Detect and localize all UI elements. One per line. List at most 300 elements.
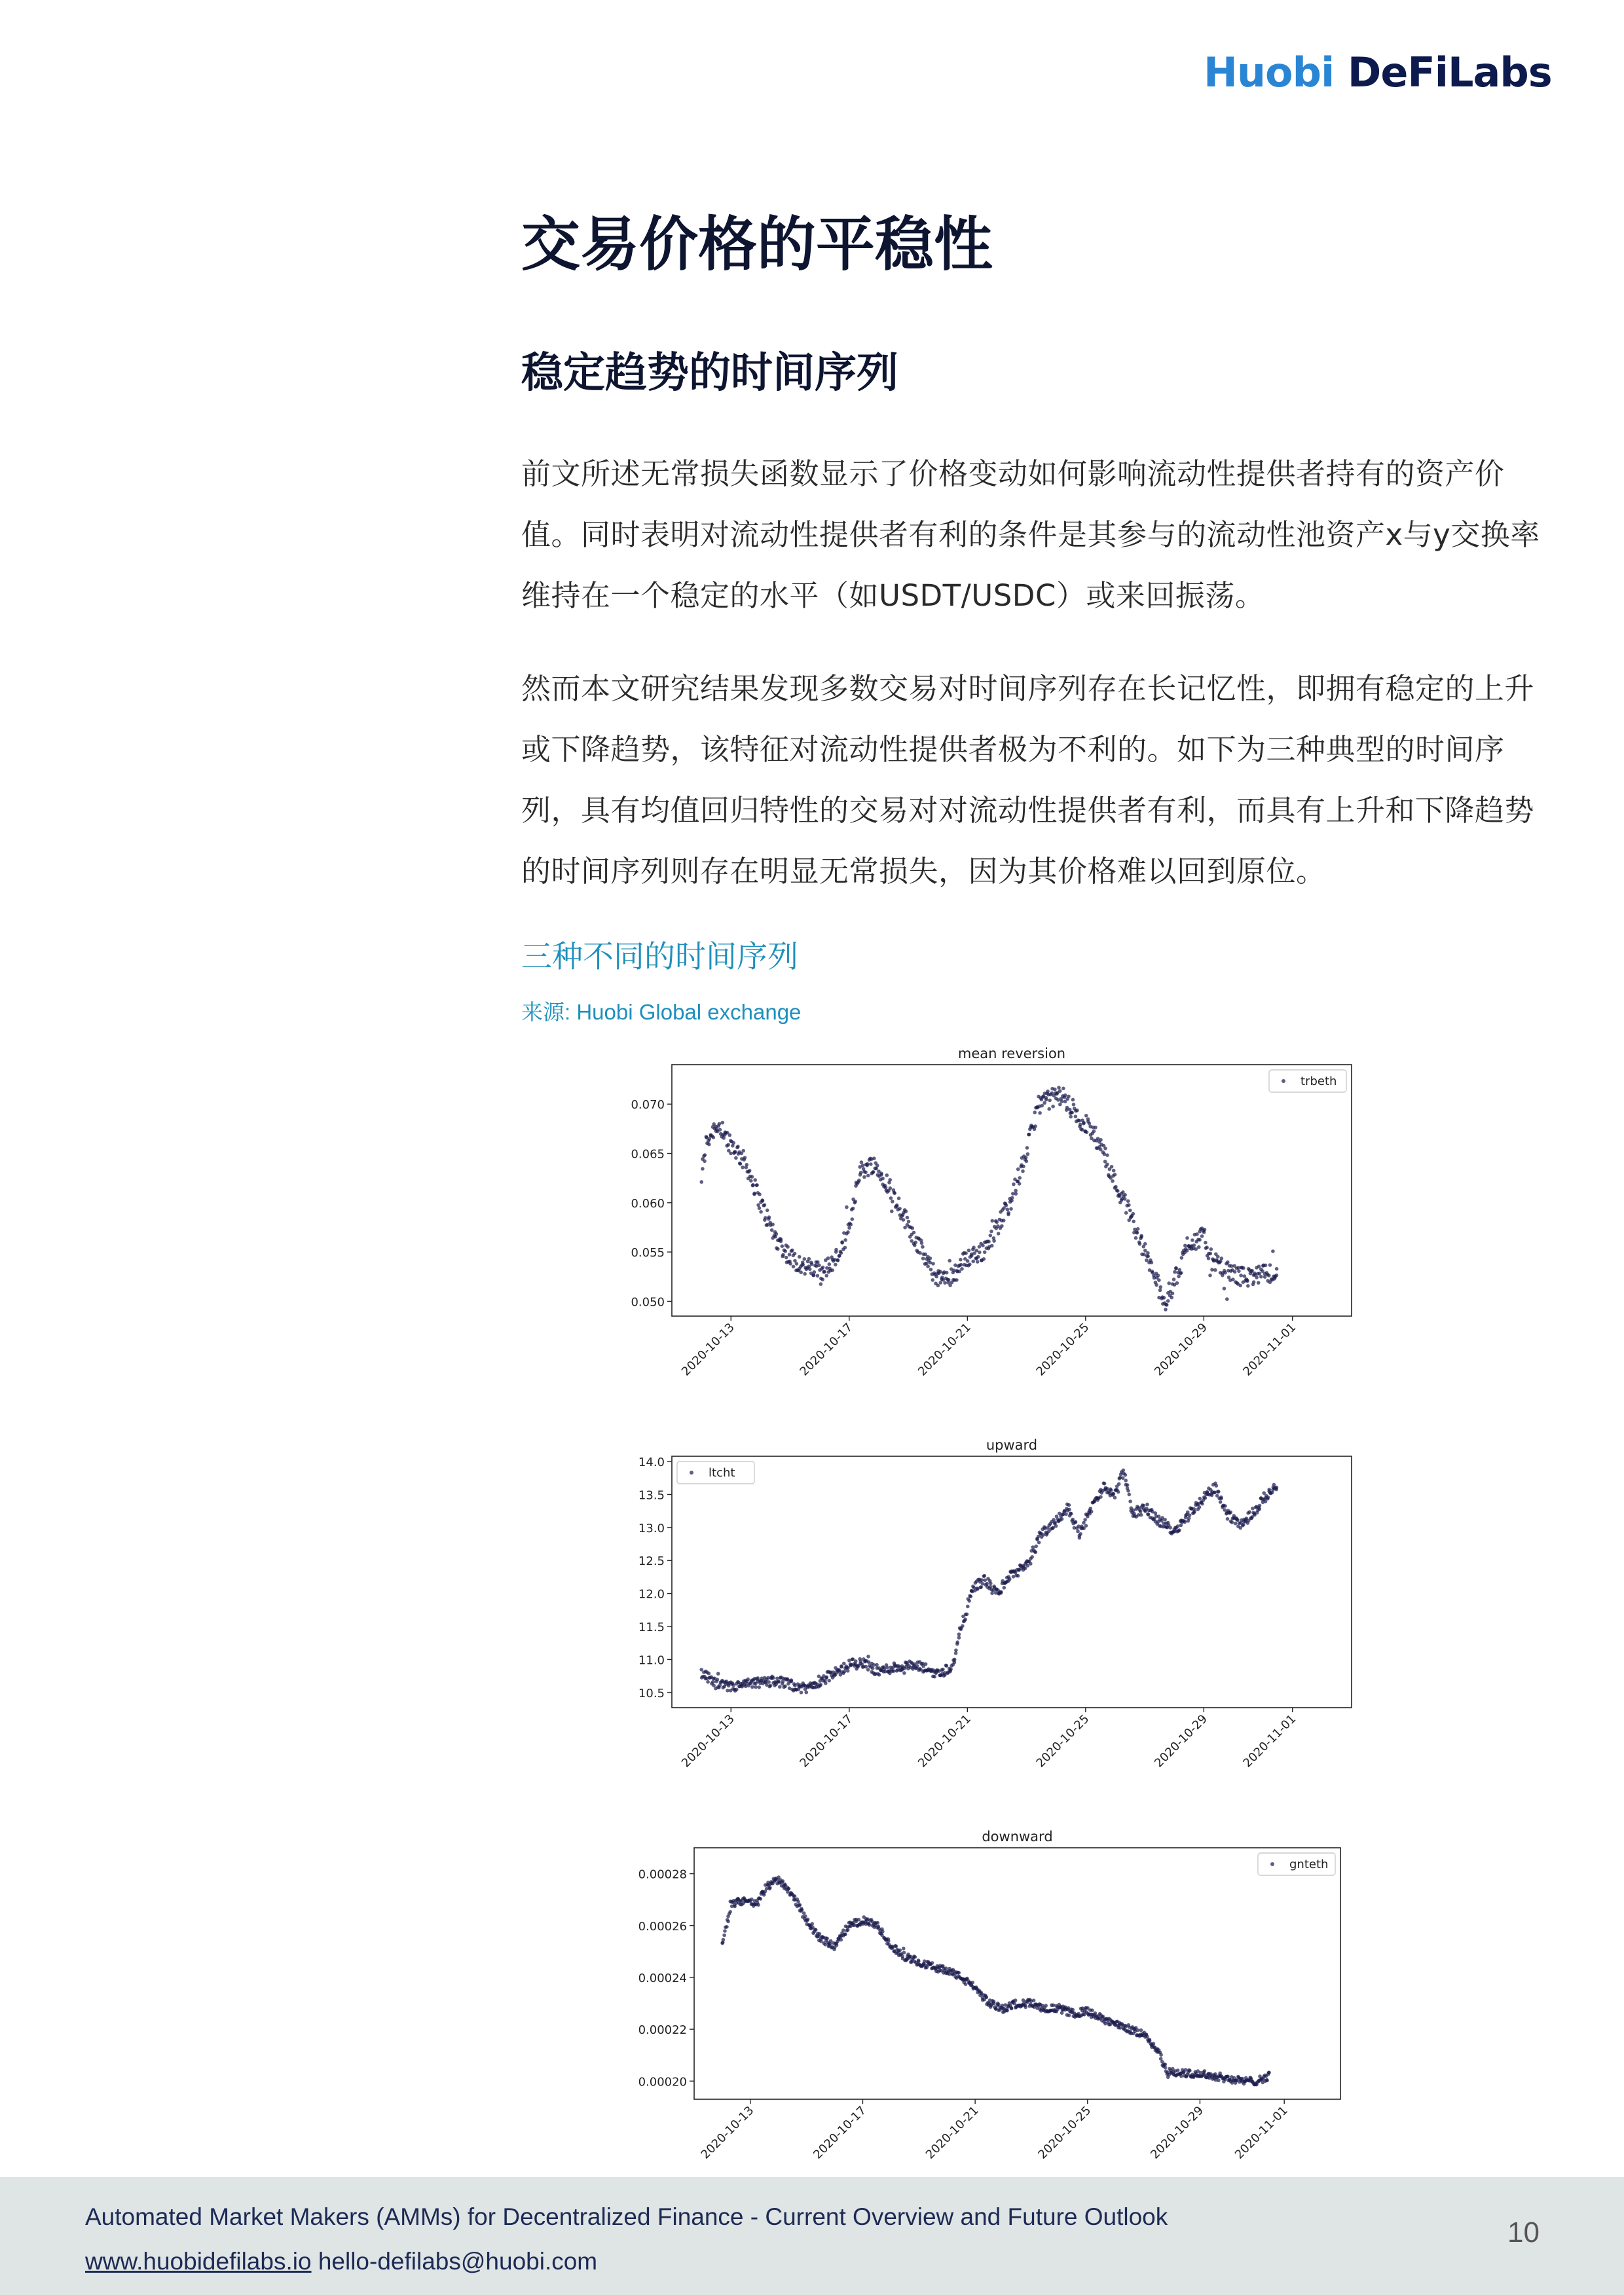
data-point — [825, 1937, 829, 1941]
data-point — [1005, 1203, 1008, 1207]
data-point — [845, 1205, 849, 1209]
data-point — [1264, 1264, 1268, 1268]
data-point — [1014, 1192, 1018, 1196]
data-point — [955, 1640, 959, 1644]
data-point — [851, 1217, 855, 1221]
legend-marker — [1282, 1079, 1285, 1083]
data-point — [1016, 1167, 1020, 1171]
data-point — [1025, 1160, 1029, 1164]
data-point — [1132, 1212, 1135, 1216]
data-point — [768, 1886, 772, 1890]
data-point — [726, 1143, 730, 1147]
data-point — [1233, 1270, 1237, 1274]
data-point — [1252, 1280, 1256, 1284]
data-point — [1174, 1267, 1178, 1271]
data-point — [989, 1234, 993, 1238]
data-point — [1123, 1193, 1127, 1197]
data-point — [1132, 1220, 1135, 1224]
data-point — [1069, 1512, 1073, 1516]
data-point — [1105, 1163, 1109, 1167]
data-point — [1083, 1518, 1087, 1522]
data-point — [1075, 1109, 1079, 1112]
data-point — [943, 1281, 947, 1285]
body-paragraph-1: 前文所述无常损失函数显示了价格变动如何影响流动性提供者持有的资产价值。同时表明对流动性提供者有利的条件是其参与的流动性池资产x与y交换率维持在一个稳定的水平（如USDT/USDC）或来回振荡。 — [521, 456, 1540, 613]
data-point — [1079, 1532, 1082, 1536]
data-point — [1060, 1099, 1064, 1103]
data-point — [926, 1264, 930, 1268]
data-point — [821, 1277, 824, 1281]
data-point — [1275, 1267, 1279, 1271]
y-tick-label: 0.00028 — [638, 1867, 687, 1882]
data-point — [999, 1590, 1003, 1594]
data-point — [708, 1137, 712, 1141]
data-point — [976, 1255, 980, 1259]
data-point — [1006, 1207, 1010, 1211]
data-point — [843, 1246, 847, 1250]
data-point — [1234, 1522, 1238, 1526]
data-point — [1217, 2079, 1221, 2083]
data-point — [783, 1249, 787, 1253]
chart-legend — [677, 1461, 754, 1484]
data-point — [959, 1263, 963, 1267]
data-point — [1246, 1284, 1250, 1288]
data-point — [798, 1903, 802, 1907]
data-point — [1138, 1242, 1142, 1246]
data-point — [1186, 1511, 1190, 1515]
data-point — [985, 1582, 989, 1586]
y-tick-label: 13.0 — [638, 1521, 665, 1535]
data-point — [921, 1257, 925, 1260]
legend-label: gnteth — [1289, 1858, 1329, 1871]
data-point — [1219, 1496, 1223, 1499]
data-point — [799, 1270, 803, 1274]
data-point — [955, 1278, 959, 1282]
data-point — [1003, 1586, 1006, 1590]
data-point — [1236, 1518, 1240, 1522]
x-tick-label: 2020-10-13 — [698, 2103, 757, 2162]
data-point — [895, 1945, 898, 1949]
data-point — [889, 1186, 893, 1190]
data-point — [1014, 1998, 1018, 2002]
data-point — [722, 1934, 726, 1937]
data-point — [733, 1905, 737, 1909]
data-point — [758, 1192, 762, 1196]
x-tick-label: 2020-11-01 — [1240, 1712, 1299, 1771]
data-point — [1204, 1241, 1208, 1245]
data-point — [743, 1156, 747, 1160]
data-point — [1063, 1093, 1067, 1097]
data-point — [885, 1173, 889, 1177]
data-point — [819, 1683, 823, 1687]
plot-frame — [672, 1456, 1352, 1708]
data-point — [1173, 1270, 1177, 1274]
data-point — [1084, 1114, 1088, 1118]
data-point — [1079, 1123, 1082, 1127]
data-point — [1180, 1256, 1184, 1260]
data-point — [781, 1879, 785, 1883]
data-point — [716, 1678, 720, 1681]
data-point — [1090, 1510, 1094, 1514]
data-point — [817, 1264, 821, 1268]
chart-title: downward — [982, 1829, 1053, 1845]
data-point — [1051, 1105, 1055, 1109]
data-point — [1177, 1275, 1181, 1279]
data-point — [1163, 1518, 1167, 1522]
x-tick-label: 2020-10-13 — [678, 1320, 737, 1379]
data-point — [1022, 1165, 1025, 1169]
data-point — [902, 1951, 906, 1955]
data-point — [936, 1283, 940, 1287]
data-point — [1090, 2008, 1094, 2012]
y-tick-label: 0.060 — [631, 1196, 665, 1211]
data-point — [796, 1900, 800, 1904]
data-point — [1043, 1101, 1046, 1105]
data-point — [792, 1265, 796, 1269]
x-tick-label: 2020-10-25 — [1033, 1320, 1092, 1379]
data-point — [718, 1128, 722, 1132]
data-point — [781, 1244, 784, 1248]
chart-svg — [635, 1433, 1358, 1799]
data-point — [783, 1684, 787, 1688]
data-point — [1265, 2079, 1269, 2083]
data-point — [1139, 1510, 1143, 1514]
data-point — [1010, 1196, 1014, 1200]
data-point — [756, 1203, 760, 1207]
chart-legend — [1258, 1853, 1335, 1875]
chart-mean-reversion — [629, 1041, 1358, 1408]
data-point — [1223, 1287, 1227, 1291]
data-point — [1057, 1086, 1061, 1090]
data-point — [1094, 2011, 1098, 2015]
data-point — [816, 1274, 820, 1278]
x-tick-label: 2020-11-01 — [1232, 2103, 1291, 2162]
data-point — [1156, 1274, 1160, 1277]
data-point — [907, 1220, 911, 1224]
data-point — [763, 1203, 767, 1207]
data-point — [828, 1262, 832, 1266]
data-point — [941, 1668, 945, 1672]
data-point — [1053, 1088, 1057, 1092]
data-point — [939, 1281, 943, 1285]
data-point — [846, 1928, 850, 1932]
data-point — [849, 1222, 853, 1226]
data-point — [1164, 1308, 1168, 1312]
y-tick-label: 0.050 — [631, 1295, 665, 1310]
data-point — [1259, 1275, 1263, 1279]
data-point — [721, 1121, 725, 1125]
data-point — [965, 1613, 969, 1617]
data-point — [807, 1257, 811, 1261]
data-point — [1074, 1114, 1078, 1118]
data-point — [1088, 1507, 1092, 1511]
data-point — [1124, 1478, 1128, 1482]
data-point — [846, 1230, 850, 1234]
data-point — [770, 1228, 774, 1232]
data-point — [1166, 1299, 1170, 1303]
data-point — [1114, 1185, 1118, 1189]
data-point — [778, 1685, 782, 1689]
data-point — [843, 1670, 847, 1674]
data-point — [902, 1671, 906, 1675]
data-point — [915, 1664, 919, 1668]
y-tick-label: 0.00024 — [638, 1971, 687, 1985]
data-point — [1179, 2074, 1183, 2078]
data-point — [706, 1680, 710, 1684]
data-point — [1203, 1228, 1207, 1232]
data-point — [1034, 1551, 1038, 1554]
data-point — [1258, 1504, 1262, 1508]
data-point — [995, 1221, 999, 1224]
data-point — [1147, 1513, 1151, 1516]
data-point — [1219, 1500, 1223, 1504]
data-point — [728, 1133, 732, 1137]
data-point — [1170, 1296, 1174, 1300]
data-point — [1172, 1277, 1176, 1281]
data-point — [1188, 2069, 1192, 2073]
section-title: 稳定趋势的时间序列 — [521, 349, 898, 397]
data-point — [726, 1920, 730, 1924]
chart-title: mean reversion — [957, 1046, 1066, 1061]
x-tick-label: 2020-10-29 — [1152, 1320, 1210, 1379]
data-point — [1071, 1098, 1075, 1102]
data-point — [1018, 1182, 1022, 1186]
data-point — [748, 1169, 752, 1173]
data-point — [851, 1207, 855, 1211]
data-point — [1237, 1270, 1241, 1274]
data-point — [857, 1179, 861, 1183]
data-point — [967, 1249, 971, 1253]
data-point — [841, 1928, 845, 1932]
data-point — [983, 1579, 987, 1583]
data-point — [885, 1666, 889, 1670]
figure-source: 来源: Huobi Global exchange — [521, 1000, 802, 1024]
x-tick-label: 2020-10-29 — [1152, 1712, 1210, 1771]
data-point — [1242, 1523, 1246, 1527]
data-point — [1139, 1513, 1143, 1517]
data-point — [944, 1966, 948, 1970]
data-point — [771, 1676, 775, 1680]
data-point — [1143, 1242, 1147, 1246]
data-point — [1145, 1503, 1149, 1507]
data-point — [776, 1247, 780, 1251]
chart-legend — [1269, 1070, 1346, 1092]
data-point — [746, 1678, 750, 1681]
data-point — [703, 1153, 707, 1157]
data-point — [992, 2002, 996, 2006]
data-point — [1239, 1274, 1243, 1277]
data-point — [1034, 1545, 1038, 1549]
data-point — [862, 1175, 866, 1179]
data-point — [1192, 1243, 1196, 1247]
data-point — [1072, 1103, 1076, 1107]
data-point — [1067, 1508, 1071, 1512]
data-point — [1223, 1504, 1227, 1508]
data-point — [1205, 1245, 1209, 1249]
data-point — [902, 1947, 906, 1951]
data-point — [1005, 2009, 1009, 2013]
data-point — [1266, 1496, 1270, 1499]
data-point — [1248, 1510, 1252, 1514]
data-point — [1213, 1490, 1217, 1494]
data-point — [1024, 1567, 1027, 1571]
data-point — [798, 1255, 802, 1259]
data-point — [1021, 1169, 1025, 1173]
data-point — [868, 1923, 872, 1927]
data-point — [1078, 1536, 1082, 1540]
data-point — [997, 1232, 1001, 1236]
data-point — [767, 1215, 771, 1219]
data-point — [736, 1145, 740, 1148]
data-point — [989, 1230, 993, 1234]
data-point — [1215, 1484, 1219, 1488]
data-point — [1158, 1289, 1162, 1293]
data-point — [1094, 1126, 1098, 1129]
data-point — [750, 1685, 754, 1689]
data-point — [931, 1278, 935, 1282]
data-point — [967, 1599, 971, 1603]
data-point — [1167, 1281, 1171, 1285]
data-point — [814, 1928, 818, 1932]
data-point — [866, 1668, 870, 1672]
data-point — [966, 1259, 970, 1263]
data-point — [1012, 1575, 1016, 1579]
data-point — [735, 1688, 739, 1692]
data-point — [1192, 1510, 1196, 1514]
data-point — [843, 1932, 847, 1936]
data-point — [854, 1659, 858, 1663]
data-point — [992, 1239, 996, 1243]
data-point — [902, 1218, 906, 1222]
data-point — [970, 1254, 974, 1258]
data-point — [898, 1949, 902, 1953]
page-footer — [0, 2177, 1624, 2295]
data-point — [906, 1216, 910, 1220]
x-tick-label: 2020-10-13 — [678, 1712, 737, 1771]
data-point — [1030, 1555, 1034, 1559]
data-point — [1135, 1231, 1139, 1235]
data-point — [766, 1209, 769, 1213]
data-point — [1231, 1277, 1235, 1281]
data-point — [834, 1248, 838, 1252]
data-point — [734, 1156, 738, 1160]
data-point — [1230, 1520, 1234, 1524]
data-point — [810, 1262, 814, 1266]
data-point — [1113, 1496, 1117, 1500]
data-point — [913, 1241, 917, 1245]
data-point — [1082, 1122, 1086, 1126]
data-point — [718, 1122, 722, 1126]
data-point — [1275, 1486, 1279, 1490]
data-point — [741, 1149, 745, 1153]
data-point — [895, 1204, 899, 1208]
data-point — [1207, 1257, 1211, 1260]
data-point — [934, 1275, 938, 1279]
data-point — [1092, 1129, 1096, 1133]
data-point — [1076, 1530, 1080, 1533]
data-point — [1164, 2066, 1168, 2070]
y-tick-label: 13.5 — [638, 1488, 665, 1503]
data-point — [1027, 1133, 1031, 1137]
data-point — [1070, 1111, 1074, 1114]
data-point — [812, 1274, 816, 1277]
data-point — [1213, 1268, 1217, 1272]
data-points — [699, 1469, 1278, 1695]
data-point — [966, 1605, 970, 1609]
data-point — [777, 1680, 781, 1684]
data-point — [847, 1226, 851, 1230]
plot-frame — [672, 1065, 1352, 1316]
data-point — [1112, 1169, 1116, 1173]
data-point — [969, 1595, 973, 1599]
data-point — [707, 1143, 711, 1147]
y-tick-label: 0.070 — [631, 1098, 665, 1112]
data-point — [957, 1971, 961, 1975]
y-tick-label: 0.055 — [631, 1246, 665, 1260]
data-point — [1126, 1200, 1130, 1203]
x-tick-label: 2020-10-25 — [1035, 2103, 1094, 2162]
data-point — [784, 1256, 788, 1260]
data-point — [1024, 1156, 1028, 1160]
data-point — [1060, 1517, 1064, 1521]
data-point — [703, 1160, 707, 1164]
x-tick-label: 2020-10-21 — [915, 1712, 974, 1771]
data-point — [728, 1910, 732, 1914]
plot-frame — [694, 1848, 1340, 2099]
y-tick-label: 12.0 — [638, 1587, 665, 1602]
chart-svg — [629, 1824, 1347, 2191]
data-point — [700, 1180, 704, 1184]
data-point — [948, 1259, 951, 1263]
data-point — [803, 1915, 807, 1919]
footer-report-title: Automated Market Makers (AMMs) for Decentralized Finance - Current Overview and Future Outlook — [85, 2203, 1168, 2230]
data-point — [754, 1685, 758, 1689]
data-point — [918, 1251, 922, 1255]
data-point — [1159, 1285, 1163, 1289]
data-point — [961, 1624, 965, 1628]
data-point — [1026, 1152, 1030, 1156]
data-point — [866, 1162, 870, 1166]
data-point — [731, 1141, 735, 1145]
body-paragraph-2: 然而本文研究结果发现多数交易对时间序列存在长记忆性，即拥有稳定的上升或下降趋势，该特征对流动性提供者极为不利的。如下为三种典型的时间序列，具有均值回归特性的交易对对流动性提供者有利，而具有上升和下降趋势的时间序列则存在明显无常损失，因为其价格难以回到原位。 — [521, 671, 1535, 889]
data-point — [1033, 1111, 1037, 1114]
data-point — [1084, 1524, 1088, 1528]
y-tick-label: 11.0 — [638, 1653, 665, 1668]
x-tick-label: 2020-10-17 — [797, 1712, 856, 1771]
data-point — [1272, 1483, 1276, 1487]
data-point — [985, 1996, 989, 2000]
data-point — [1258, 1272, 1262, 1276]
data-point — [825, 1676, 829, 1680]
data-point — [1163, 2063, 1167, 2066]
data-point — [1183, 1520, 1187, 1524]
data-point — [1037, 1541, 1041, 1545]
data-point — [722, 1938, 726, 1942]
data-point — [872, 1156, 876, 1160]
footer-website-link[interactable]: www.huobidefilabs.io — [85, 2248, 312, 2275]
data-point — [1040, 1104, 1044, 1108]
data-point — [1127, 1203, 1131, 1207]
data-point — [1139, 2029, 1143, 2032]
data-point — [970, 1981, 974, 1985]
data-point — [827, 1679, 831, 1683]
data-point — [924, 1662, 928, 1666]
data-point — [1271, 1249, 1275, 1253]
data-point — [1198, 1497, 1202, 1501]
data-point — [764, 1216, 767, 1220]
x-tick-label: 2020-10-17 — [797, 1320, 856, 1379]
x-tick-label: 2020-10-29 — [1148, 2103, 1206, 2162]
data-point — [945, 1271, 949, 1275]
